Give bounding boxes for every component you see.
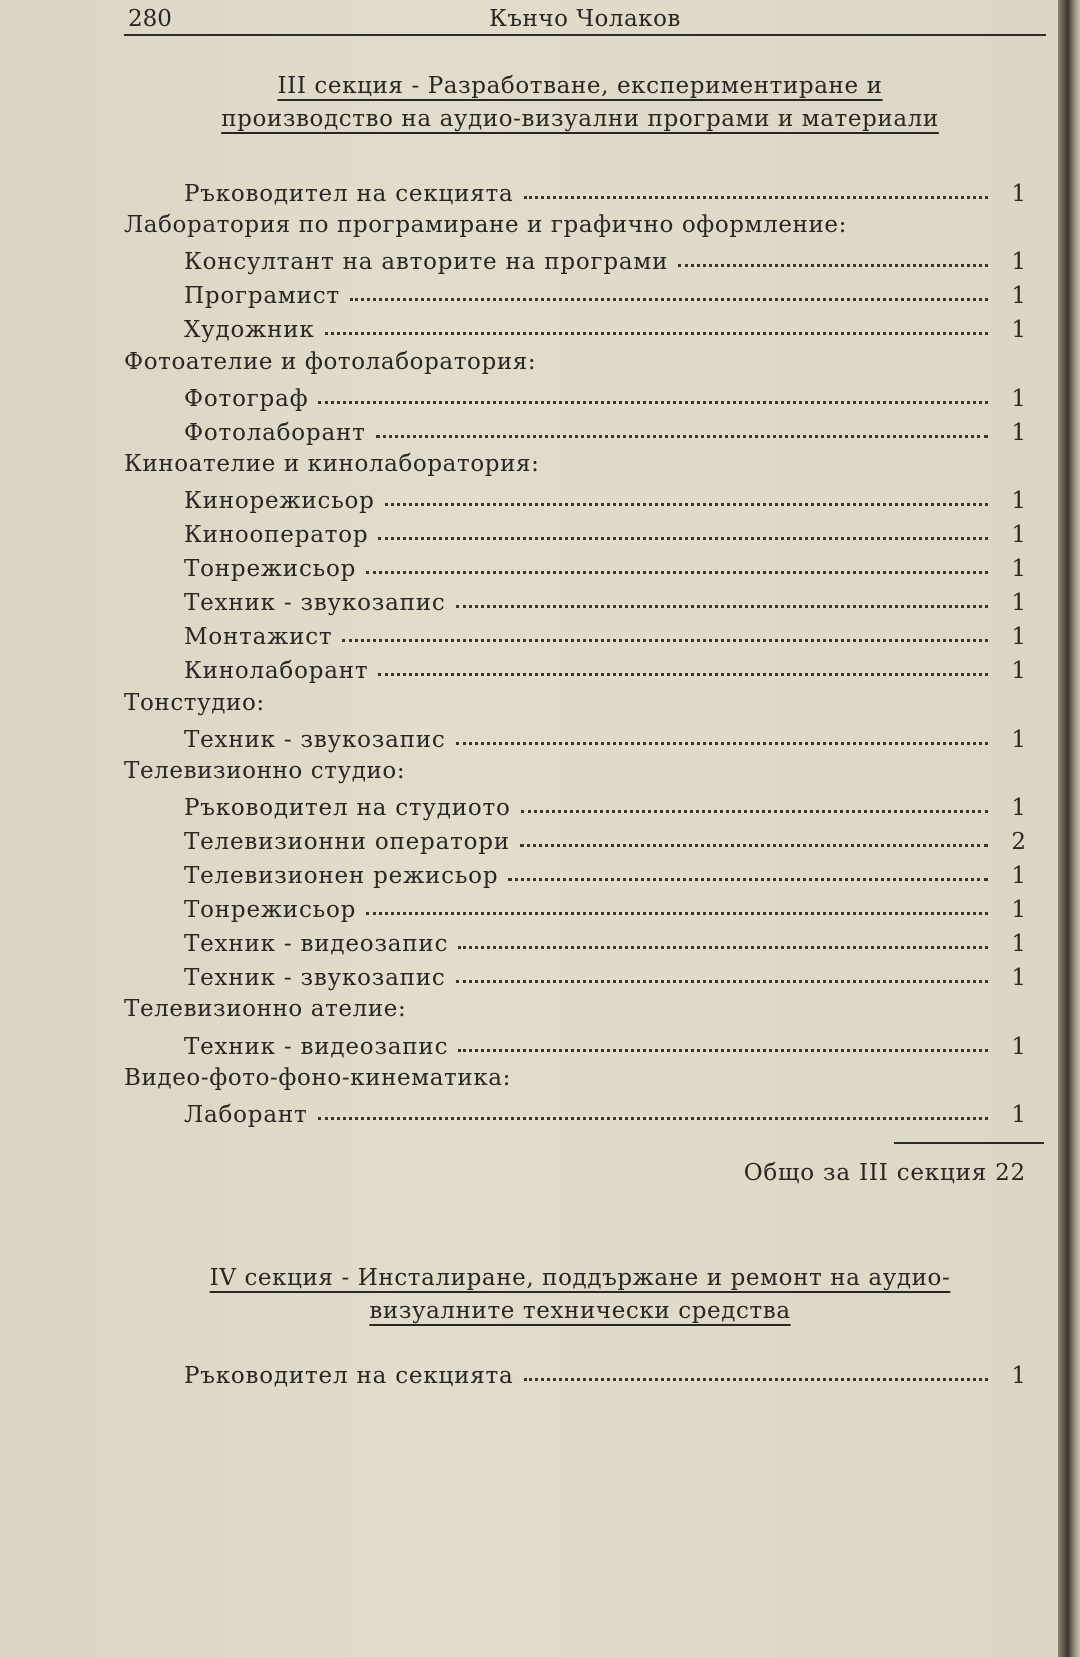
staff-entry bbox=[184, 174, 1026, 208]
dot-leader bbox=[350, 274, 988, 301]
header-author: Кънчо Чолаков bbox=[489, 6, 681, 32]
dot-leader bbox=[458, 1025, 988, 1052]
group-heading-label: Киноателие и кинолаборатория: bbox=[124, 450, 540, 477]
staff-count: 1 bbox=[1011, 590, 1026, 617]
dot-leader bbox=[318, 377, 988, 404]
staff-entry-label: Монтажист bbox=[184, 624, 333, 651]
dot-leader bbox=[524, 1354, 988, 1381]
staff-entry-label: Фотолаборант bbox=[184, 419, 366, 446]
staff-count: 1 bbox=[1011, 419, 1026, 446]
staff-count: 1 bbox=[1011, 794, 1026, 821]
dot-leader bbox=[520, 820, 988, 847]
staff-entry bbox=[184, 481, 1026, 515]
staff-count: 1 bbox=[1011, 1101, 1026, 1128]
staff-count: 1 bbox=[1011, 624, 1026, 651]
staff-count: 1 bbox=[1011, 556, 1026, 583]
staff-entry bbox=[184, 856, 1026, 890]
section-4-title-line-2: визуалните технически средства bbox=[369, 1298, 791, 1324]
dot-leader bbox=[508, 854, 988, 881]
group-heading bbox=[124, 686, 1004, 720]
staff-entry bbox=[184, 515, 1026, 549]
dot-leader bbox=[456, 718, 988, 745]
staff-entry-label: Тонрежисьор bbox=[184, 897, 357, 924]
staff-entry-label: Ръководител на секцията bbox=[184, 181, 514, 207]
page-edge-shadow bbox=[1058, 0, 1080, 1657]
staff-count: 1 bbox=[1011, 965, 1026, 992]
staff-entry-label: Техник - звукозапис bbox=[184, 590, 446, 617]
page-number: 280 bbox=[128, 6, 172, 32]
staff-entry-label: Ръководител на студиото bbox=[184, 794, 511, 821]
staff-entry bbox=[184, 890, 1026, 924]
group-heading bbox=[124, 345, 1004, 379]
dot-leader bbox=[458, 922, 988, 949]
staff-entry-label: Техник - звукозапис bbox=[184, 726, 446, 753]
staff-entry-label: Техник - звукозапис bbox=[184, 965, 446, 992]
dot-leader bbox=[378, 513, 988, 540]
staff-count: 1 bbox=[1011, 1363, 1026, 1389]
section-3-title bbox=[120, 70, 1040, 136]
staff-entry bbox=[184, 720, 1026, 754]
staff-entry-label: Техник - видеозапис bbox=[184, 931, 449, 958]
staff-count: 1 bbox=[1011, 249, 1026, 276]
staff-entry-label: Ръководител на секцията bbox=[184, 1363, 514, 1389]
staff-entry-label: Фотограф bbox=[184, 385, 309, 412]
dot-leader bbox=[378, 649, 988, 676]
staff-entry bbox=[184, 617, 1026, 651]
dot-leader bbox=[376, 411, 988, 438]
group-heading bbox=[124, 208, 1004, 242]
staff-count: 1 bbox=[1011, 283, 1026, 310]
staff-count: 1 bbox=[1011, 726, 1026, 753]
staff-count: 1 bbox=[1011, 385, 1026, 412]
dot-leader bbox=[318, 1093, 989, 1120]
staff-entry bbox=[184, 549, 1026, 583]
staff-entry bbox=[184, 583, 1026, 617]
staff-entry bbox=[184, 1356, 1026, 1390]
dot-leader bbox=[521, 786, 988, 813]
group-heading bbox=[124, 754, 1004, 788]
dot-leader bbox=[366, 888, 988, 915]
staff-entry-label: Художник bbox=[184, 317, 315, 344]
staff-count: 1 bbox=[1011, 1033, 1026, 1060]
staff-entry-label: Кинолаборант bbox=[184, 658, 369, 685]
staff-entry-label: Тонрежисьор bbox=[184, 556, 357, 583]
staff-entry bbox=[184, 788, 1026, 822]
staff-entry bbox=[184, 276, 1026, 310]
staff-count: 1 bbox=[1011, 317, 1026, 344]
staff-count: 2 bbox=[1011, 828, 1026, 855]
staff-entry-label: Техник - видеозапис bbox=[184, 1033, 449, 1060]
group-heading-label: Фотоателие и фотолаборатория: bbox=[124, 348, 537, 375]
staff-count: 1 bbox=[1011, 487, 1026, 514]
staff-entry bbox=[184, 242, 1026, 276]
staff-entry bbox=[184, 379, 1026, 413]
dot-leader bbox=[678, 240, 988, 267]
running-head bbox=[124, 2, 1046, 36]
staff-entry bbox=[184, 651, 1026, 685]
group-heading-label: Телевизионно ателие: bbox=[124, 996, 407, 1023]
group-heading-label: Видео-фото-фоно-кинематика: bbox=[124, 1064, 511, 1091]
staff-count: 1 bbox=[1011, 863, 1026, 889]
staff-entry bbox=[184, 958, 1026, 992]
group-heading-label: Тонстудио: bbox=[124, 689, 265, 716]
staff-count: 1 bbox=[1011, 658, 1026, 685]
dot-leader bbox=[524, 172, 988, 199]
dot-leader bbox=[342, 615, 988, 642]
section-3-title-line-1: III секция - Разработване, експериментиране и bbox=[277, 73, 883, 99]
dot-leader bbox=[385, 479, 988, 506]
staff-entry-label: Кинорежисьор bbox=[184, 487, 375, 514]
section-4-title bbox=[120, 1262, 1040, 1328]
staff-entry-label: Телевизионни оператори bbox=[184, 828, 510, 855]
group-heading bbox=[124, 447, 1004, 481]
section-3-total: Общо за III секция 22 bbox=[743, 1160, 1026, 1186]
staff-entry-label: Кинооператор bbox=[184, 522, 369, 548]
staff-count: 1 bbox=[1011, 931, 1026, 958]
dot-leader bbox=[366, 547, 988, 574]
section-3-title-line-2: производство на аудио-визуални програми и материали bbox=[221, 106, 939, 132]
staff-entry-label: Телевизионен режисьор bbox=[184, 863, 499, 889]
staff-entry-label: Консултант на авторите на програми bbox=[184, 249, 669, 276]
section-4-title-line-1: IV секция - Инсталиране, поддържане и ремонт на аудио- bbox=[209, 1265, 951, 1291]
staff-count: 1 bbox=[1011, 522, 1026, 548]
group-heading bbox=[124, 1061, 1004, 1095]
staff-entry-label: Програмист bbox=[184, 283, 340, 310]
staff-count: 1 bbox=[1011, 181, 1026, 207]
group-heading bbox=[124, 992, 1004, 1026]
staff-entry bbox=[184, 822, 1026, 856]
staff-entry-label: Лаборант bbox=[184, 1101, 308, 1128]
staff-entry bbox=[184, 1027, 1026, 1061]
dot-leader bbox=[456, 581, 988, 608]
group-heading-label: Лаборатория по програмиране и графично оформление: bbox=[124, 212, 847, 239]
dot-leader bbox=[456, 956, 988, 983]
group-heading-label: Телевизионно студио: bbox=[124, 757, 406, 784]
staff-entry bbox=[184, 413, 1026, 447]
staff-entry bbox=[184, 1095, 1026, 1129]
staff-count: 1 bbox=[1011, 897, 1026, 924]
total-rule bbox=[894, 1142, 1044, 1144]
staff-entry bbox=[184, 310, 1026, 344]
staff-entry bbox=[184, 924, 1026, 958]
dot-leader bbox=[325, 308, 988, 335]
